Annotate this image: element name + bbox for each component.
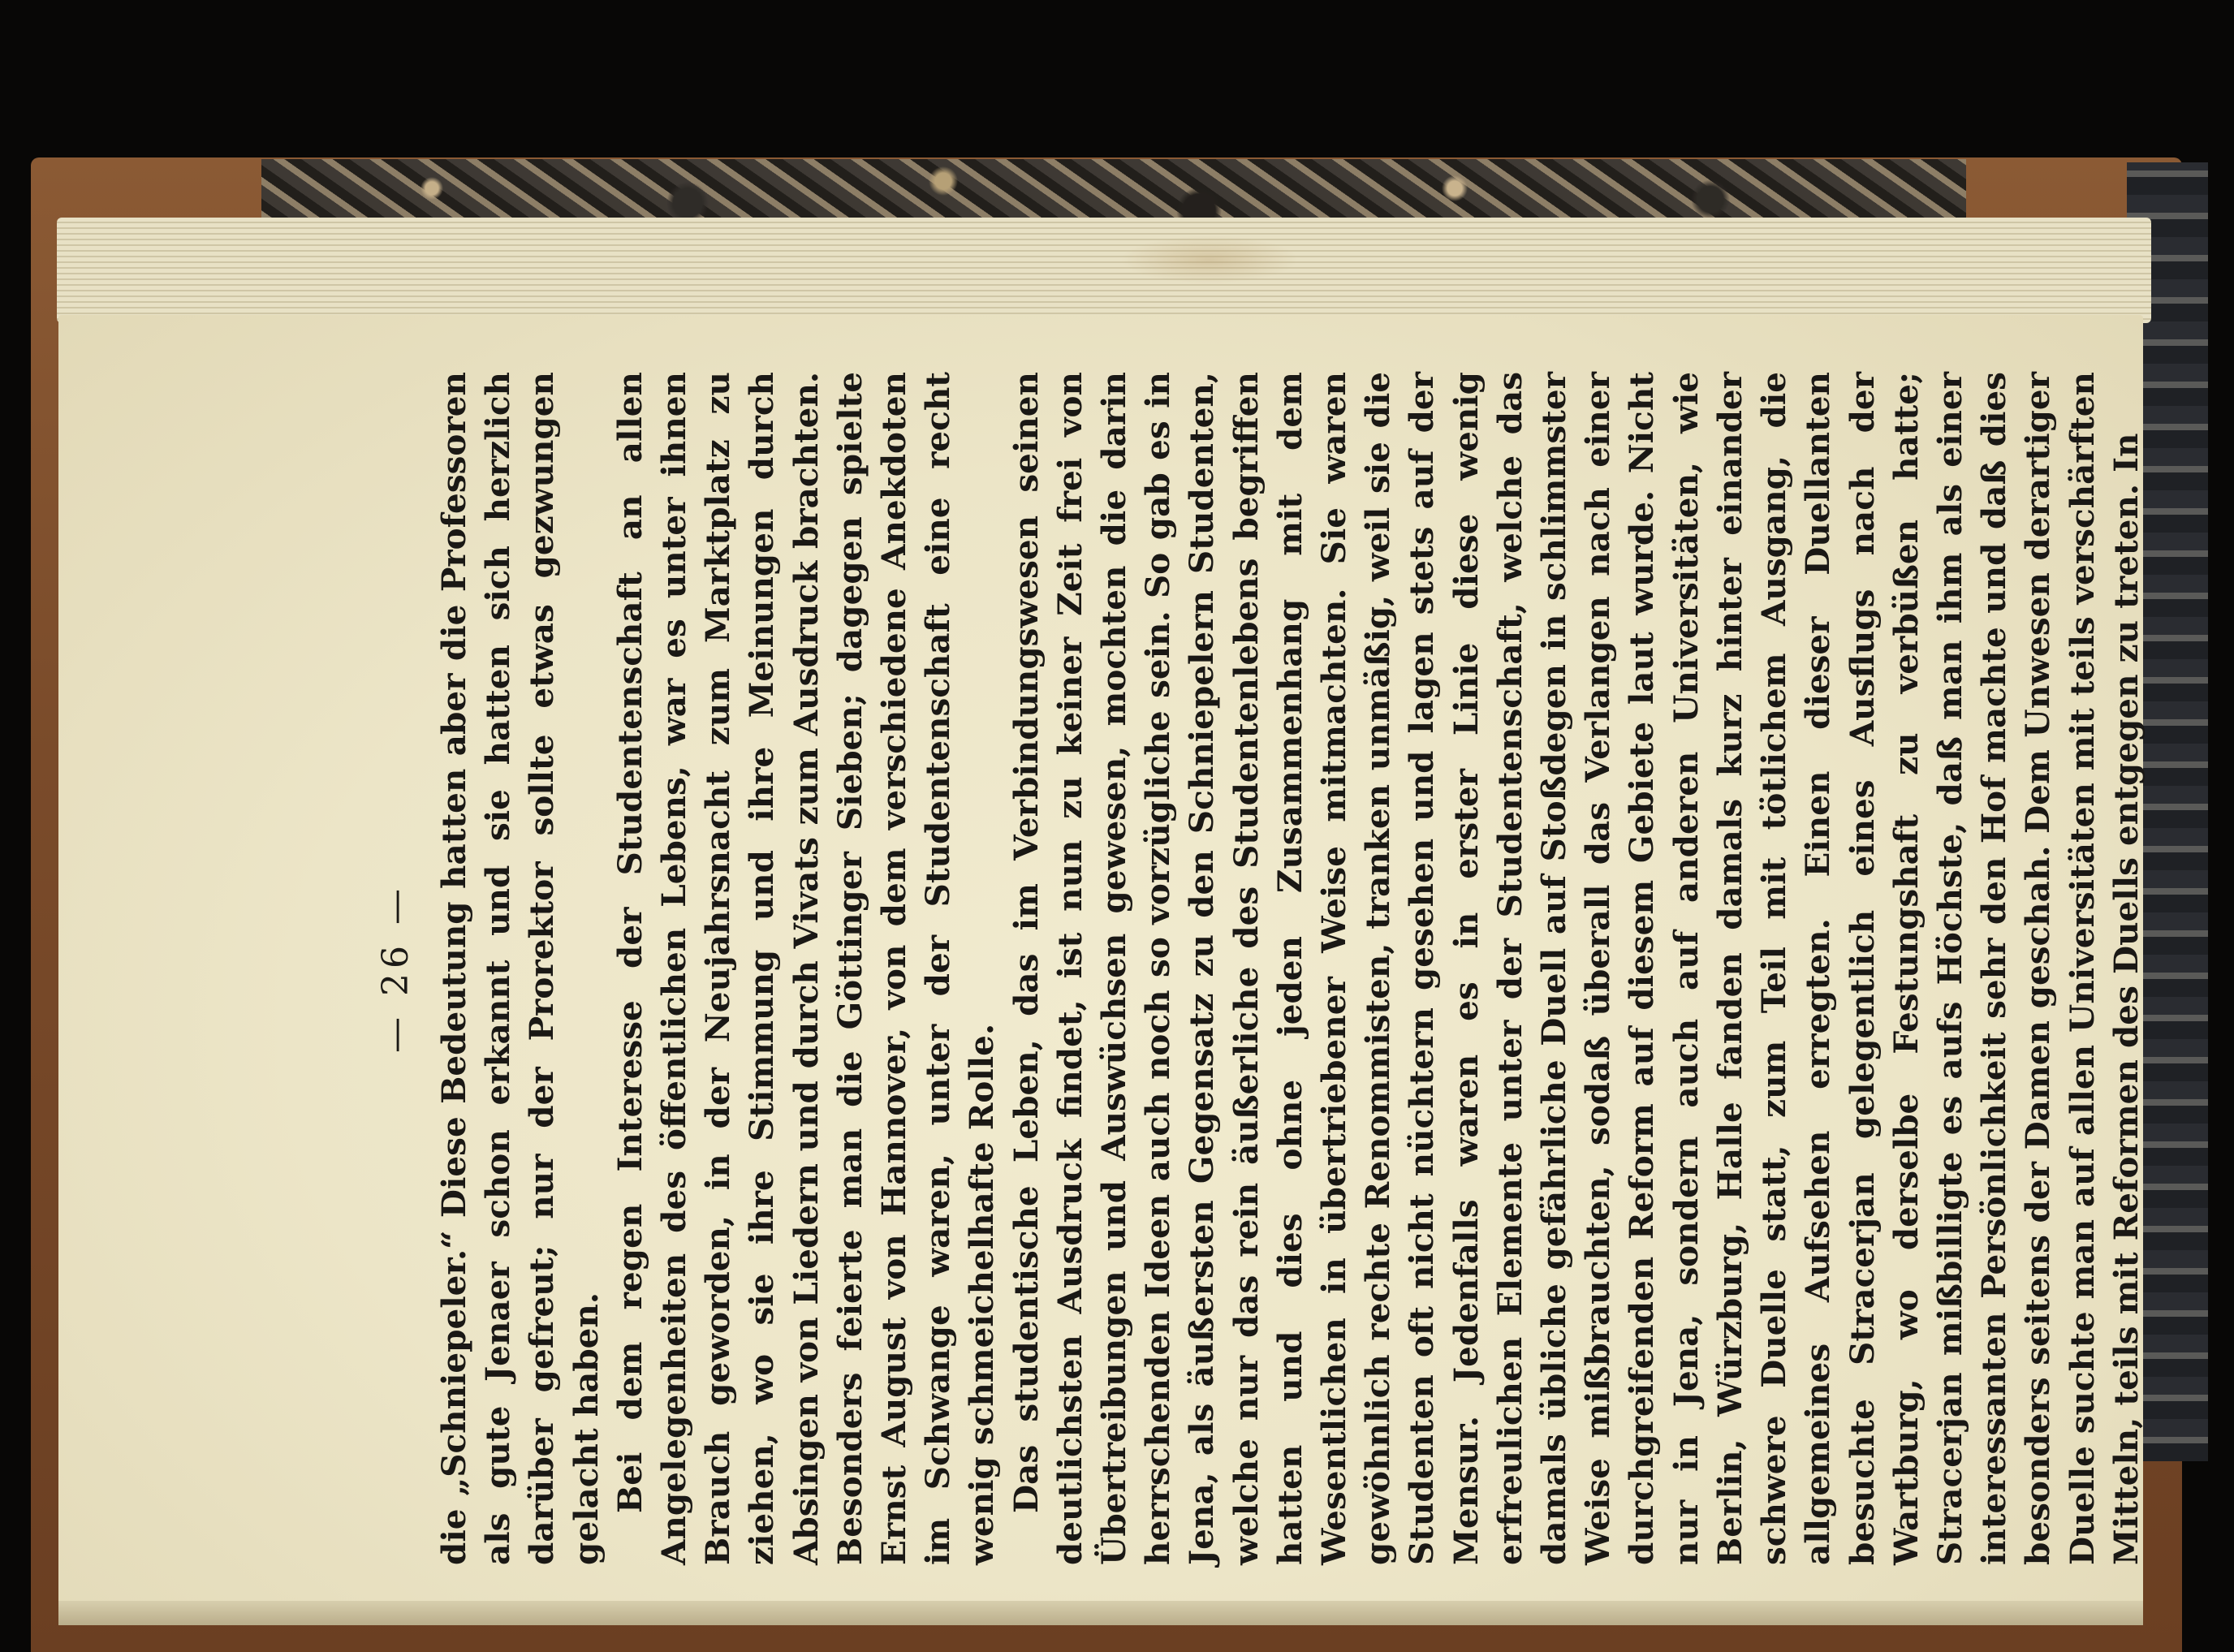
paper-stain: [1120, 235, 1299, 284]
paragraph: die „Schniepeler.“ Diese Bedeutung hatten aber die Professoren als gute Jenaer schon erkannt und sie hatten sich herzlich darüber gefreut; nur der Prorektor sollte etwas gezwungen gelacht haben.: [434, 372, 606, 1565]
paragraph: Bei dem regen Interesse der Studentenschaft an allen Angelegenheiten des öffentlichen Lebens, war es unter ihnen Brauch geworden, in der Neujahrsnacht zum Marktplatz zu ziehen, wo sie ihre Stimmung und ihre Meinungen durch Absingen von Liedern und durch Vivats zum Ausdruck brachten. Besonders feierte man die Göttinger Sieben; dagegen spielte Ernst August von Hannover, von dem verschiedene Anekdoten im Schwange waren, unter der Studentenschaft eine recht wenig schmeichelhafte Rolle.: [610, 372, 1002, 1565]
page-number: — 26 —: [375, 884, 416, 1053]
page-edges: [57, 218, 2151, 323]
page-body: [432, 372, 2148, 1565]
paragraph: Das studentische Leben, das im Verbindungswesen seinen deutlichsten Ausdruck findet, ist nun zu keiner Zeit frei von Übertreibungen und Auswüchsen gewesen, mochten die darin herrschenden Ideen auch noch so vorzügliche sein. So gab es in Jena, als äußersten Gegensatz zu den Schniepelern Studenten, welche nur das rein äußerliche des Studentenlebens begriffen hatten und dies ohne jeden Zusammenhang mit dem Wesentlichen in übertriebener Weise mitmachten. Sie waren gewöhnlich rechte Renommisten, tranken unmäßig, weil sie die Studenten oft nicht nüchtern gesehen und lagen stets auf der Mensur. Jedenfalls waren es in erster Linie diese wenig erfreulichen Elemente unter der Studentenschaft, welche das damals übliche gefährliche Duell auf Stoßdegen in schlimmster Weise mißbrauchten, sodaß überall das Verlangen nach einer durchgreifenden Reform auf diesem Gebiete laut wurde. Nicht nur in Jena, sondern auch auf anderen Universitäten, wie Berlin, Würzburg, Halle fanden damals kurz hinter einander schwere Duelle statt, zum Teil mit tötlichem Ausgang, die allgemeines Aufsehen erregten. Einen dieser Duellanten besuchte Stracerjan gelegentlich eines Ausflugs nach der Wartburg, wo derselbe Festungshaft zu verbüßen hatte; Stracerjan mißbilligte es aufs Höchste, daß man ihm als einer interessanten Persönlichkeit sehr den Hof machte und daß dies besonders seitens der Damen geschah. Dem Unwesen derartiger Duelle suchte man auf allen Universitäten mit teils verschärften Mitteln, teils mit Reformen des Duells entgegen zu treten. In: [1006, 372, 2146, 1565]
page-fold: [58, 1601, 2143, 1625]
rotated-text-block: [375, 372, 2146, 1565]
